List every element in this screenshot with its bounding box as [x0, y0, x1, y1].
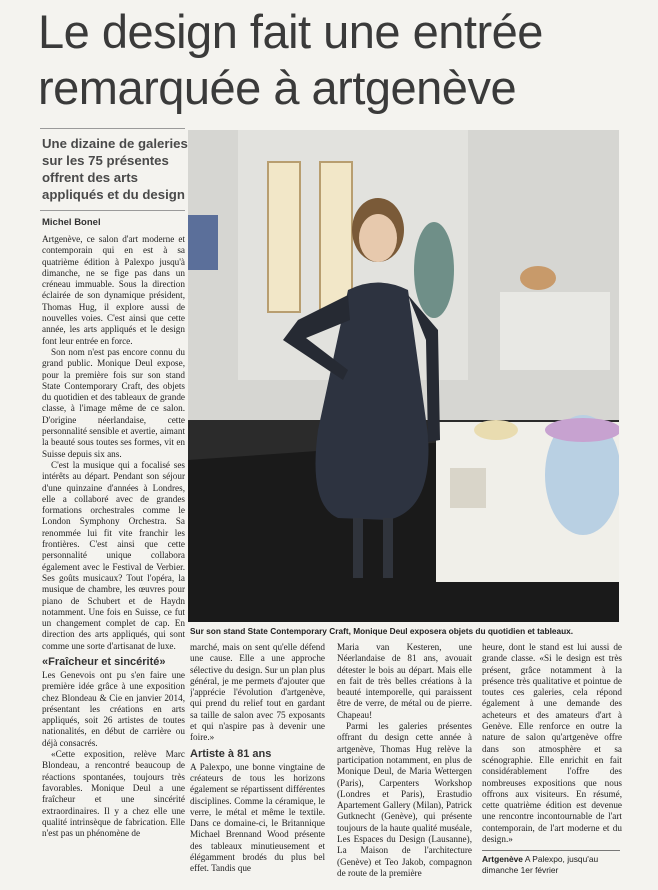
paragraph: C'est la musique qui a focalisé ses intérêts au départ. Pendant son séjour d'une quinzaine d'années à Londres, elle a collaboré avec de grandes formations orchestrales comme le London Symphony Orchestra. Sa renommée lui fit vite franchir les frontières. C'est ainsi que cette personnalité unique collabora également avec le Festival de Verbier. Ses goûts musicaux? Tout l'opéra, la musique de chambre, les œuvres pour piano de Schubert et de Haydn notamment. Une fois en Suisse, ce fut un changement complet de cap. En direction des arts appliqués, qui sont comme une sorte d'artisanat de luxe. — [42, 459, 185, 651]
info-box-text: A Palexpo, jusqu'au dimanche 1er février — [482, 854, 599, 875]
paragraph: Les Genevois ont pu s'en faire une première idée grâce à une exposition chez Blondeau & Cie en janvier 2014, présentant les créations en arts appliqués, soit 26 artistes de toutes nationalités, en début de carrière ou déjà consacrés. — [42, 669, 185, 748]
article-column-2 — [190, 642, 325, 880]
paragraph: Son nom n'est pas encore connu du grand public. Monique Deul expose, pour la première fois sur son stand State Contemporary Craft, des objets du quotidien et des tableaux de grande classe, à l'image même de ce salon. D'origine néerlandaise, cette personnalité sensible et avertie, aimant la beauté sous toutes ses formes, vit en Suisse depuis six ans. — [42, 346, 185, 459]
exhibition-photo — [188, 130, 619, 622]
byline: Michel Bonel — [42, 217, 101, 228]
article-column-3 — [337, 642, 472, 880]
info-box-rule — [482, 850, 620, 851]
article-column-4 — [482, 642, 622, 847]
article-column-1 — [42, 234, 185, 879]
subheading: «Fraîcheur et sincérité» — [42, 655, 166, 668]
info-box — [482, 854, 622, 876]
paragraph: «Cette exposition, relève Marc Blondeau, a rencontré beaucoup de réactions spontanées, toujours très favorables. Monique Deul a une fraîcheur et une sincérité extraordinaires. Il y a chez elle une qualité intrinsèque de fabrication. Elle n'est pas un phénomène de — [42, 749, 185, 839]
info-box-name: Artgenève — [482, 854, 523, 864]
intro-deck: Une dizaine de galeries sur les 75 présentes offrent des arts appliqués et du design — [42, 136, 188, 202]
paragraph: heure, dont le stand est lui aussi de grande classe. «Si le design est très présent, grâce notamment à la présence très qualitative et pointue de toutes ces galeries, cela répond également à une demande des acheteurs et des amateurs d'art à Genève. Elle renforce en outre la nature de salon qu'artgenève offre dans son atmosphère et sa scénographie. Elle enrichit en fait considérablement l'offre des nombreuses expositions que nous offrons aux visiteurs. En résumé, cette quatrième édition est devenue une rencontre incontournable de l'art contemporain, de l'art moderne et du design.» — [482, 642, 622, 845]
headline-line-2: remarquée à artgenève — [38, 61, 517, 114]
intro-top-rule — [40, 128, 185, 129]
paragraph: Artgenève, ce salon d'art moderne et contemporain qui en est à sa quatrième édition à Palexpo jusqu'à dimanche, ne se fige pas dans un créneau immuable. Sous la direction éclairée de son dynamique président, Thomas Hug, il explore aussi de nouvelles voies. C'est ainsi que cette année, les arts appliqués et le design font leur entrée en force. — [42, 234, 185, 346]
photo-caption: Sur son stand State Contemporary Craft, Monique Deul exposera objets du quotidien et tableaux. — [190, 626, 574, 636]
paragraph: marché, mais on sent qu'elle défend une cause. Elle a une approche sélective du design. Sur un plan plus général, je me permets d'ajouter que j'apprécie l'évolution d'artgenève, qui prend du relief tout en gardant sa taille de salon avec 75 exposants et qui n'aspire pas à devenir une foire.» — [190, 642, 325, 743]
paragraph: Maria van Kesteren, une Néerlandaise de 81 ans, avouait détester le bois au départ. Mais elle en fait de très belles créations à la beauté intemporelle, qui paraissent être de verre, de métal ou de pierre. Chapeau! — [337, 642, 472, 720]
paragraph: A Palexpo, une bonne vingtaine de créateurs de tous les horizons également se répartissent différentes disciplines. Comme la céramique, le verre, le métal et même le textile. Dans ce domaine-ci, le Britannique Michael Brennand Wood présente des tableaux minutieusement et élégamment brodés du plus bel effet. Tandis que — [190, 761, 325, 874]
headline-line-1: Le design fait une entrée — [38, 5, 543, 58]
paragraph: Parmi les galeries présentes offrant du design cette année à artgenève, Thomas Hug relève la participation notamment, en plus de Monique Deul, de Maria Wettergen (Paris), Carpenters Workshop (Londres et Paris), Erastudio Apartement Gallery (Milan), Patrick Gutknecht (Genève), qui présente toujours de la haute qualité muséale, Les Espaces du Design (Lausanne), La Maison de l'architecture (Genève) et Teo Jakob, compagnon de route de la première — [337, 721, 472, 878]
headline — [38, 4, 638, 116]
intro-bottom-rule — [40, 210, 185, 211]
subheading: Artiste à 81 ans — [190, 747, 272, 760]
photo-illustration — [188, 130, 619, 622]
